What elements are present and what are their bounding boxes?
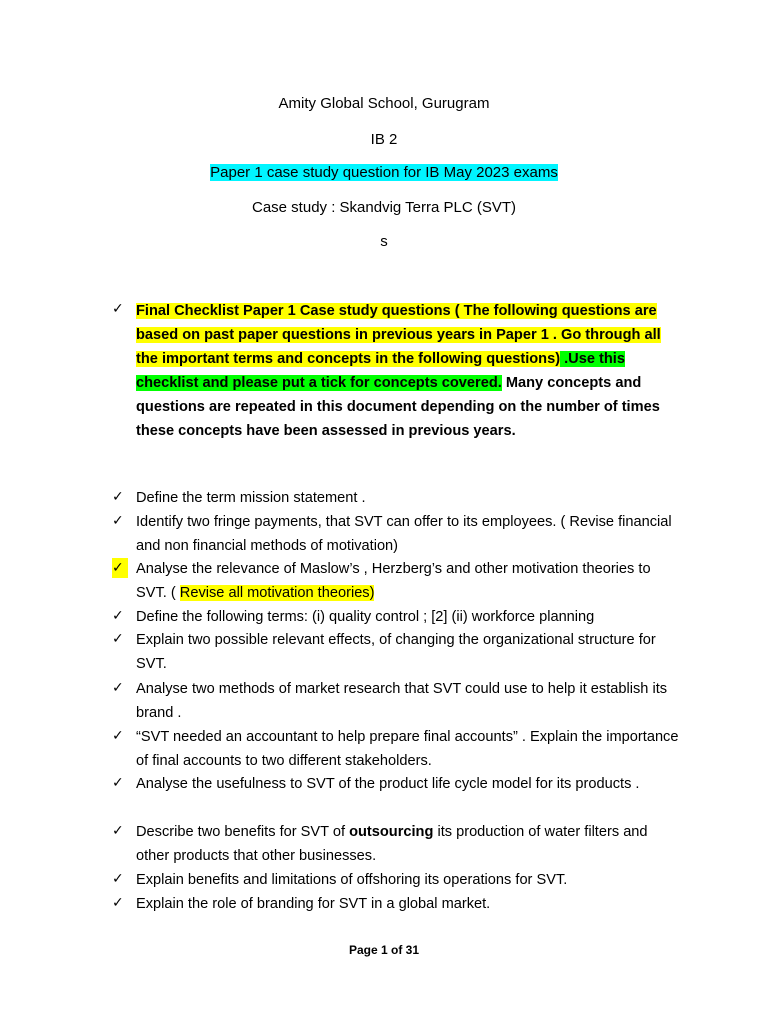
list-item xyxy=(112,726,682,773)
intro-part-4: Many concepts and questions are repeated in this document depending on the number of times these concepts have been assessed in previous years. xyxy=(136,375,660,439)
list-item-text: Analyse the usefulness to SVT of the product life cycle model for its products . xyxy=(136,776,640,792)
list-item-text: Explain the role of branding for SVT in a global market. xyxy=(136,896,491,912)
intro-text xyxy=(136,299,682,443)
check-icon: ✓ xyxy=(112,823,124,839)
item-3-highlight: Revise all motivation theories) xyxy=(179,584,375,601)
intro-part-1: Final Checklist Paper 1 Case study questions ( xyxy=(136,303,464,319)
intro-part-3: .Use this checklist and please put a tick for concepts covered. xyxy=(136,351,625,391)
grade-label: IB 2 xyxy=(370,131,398,148)
list-item-text: Define the following terms: (i) quality control ; [2] (ii) workforce planning xyxy=(136,609,595,625)
check-icon: ✓ xyxy=(112,513,124,529)
item-9-text-c: its production of water filters and other products that other businesses. xyxy=(136,824,648,864)
list-item xyxy=(112,893,682,917)
list-item xyxy=(112,606,682,630)
list-item xyxy=(112,773,682,797)
page-of: of xyxy=(387,943,406,957)
intro-item xyxy=(112,299,682,443)
page-total: 31 xyxy=(405,943,420,957)
check-icon: ✓ xyxy=(112,728,124,744)
check-icon: ✓ xyxy=(112,871,124,887)
list-item xyxy=(112,558,682,605)
list-item xyxy=(112,487,682,511)
list-item-text: Analyse two methods of market research that SVT could use to help it establish its brand . xyxy=(136,681,668,721)
paper-title: Paper 1 case study question for IB May 2023 exams xyxy=(210,164,558,181)
paper-title-line xyxy=(0,163,768,183)
check-icon: ✓ xyxy=(112,301,124,317)
item-9-text-a: Describe two benefits for SVT of xyxy=(136,824,350,840)
check-icon: ✓ xyxy=(112,489,124,505)
school-name: Amity Global School, Gurugram xyxy=(278,95,490,112)
item-9-bold: outsourcing xyxy=(349,824,434,840)
list-item xyxy=(112,869,682,893)
page-label: Page xyxy=(348,943,381,957)
list-item xyxy=(112,511,682,558)
check-icon: ✓ xyxy=(112,775,124,791)
check-icon: ✓ xyxy=(112,895,124,911)
list-item-text: Identify two fringe payments, that SVT can offer to its employees. ( Revise financial and non financial methods of motivation) xyxy=(136,514,672,554)
list-item xyxy=(112,821,682,868)
list-item-text: “SVT needed an accountant to help prepare final accounts” . Explain the importance of final accounts to two different stakeholders. xyxy=(136,729,679,769)
intro-part-2: The following questions are based on past paper questions in previous years in Paper 1 . Go through all the important terms and concepts in the following questions) xyxy=(136,303,661,367)
check-icon: ✓ xyxy=(112,631,124,647)
list-item xyxy=(112,678,682,725)
list-item-text: Explain two possible relevant effects, of changing the organizational structure for SVT. xyxy=(136,632,656,672)
item-3-text: Analyse the relevance of Maslow’s , Herzberg’s and other motivation theories to SVT. ( xyxy=(136,561,651,601)
page-footer xyxy=(0,943,768,957)
stray-character: s xyxy=(380,233,388,250)
list-item-text: Define the term mission statement . xyxy=(136,490,366,506)
check-icon: ✓ xyxy=(112,608,124,624)
list-item-text xyxy=(136,558,682,605)
page-number: 1 xyxy=(380,943,388,957)
check-icon: ✓ xyxy=(112,680,124,696)
list-item-text xyxy=(136,821,682,868)
list-item xyxy=(112,629,682,676)
list-item-text: Explain benefits and limitations of offshoring its operations for SVT. xyxy=(136,872,568,888)
case-study-title: Case study : Skandvig Terra PLC (SVT) xyxy=(252,199,516,216)
check-icon: ✓ xyxy=(112,558,128,578)
